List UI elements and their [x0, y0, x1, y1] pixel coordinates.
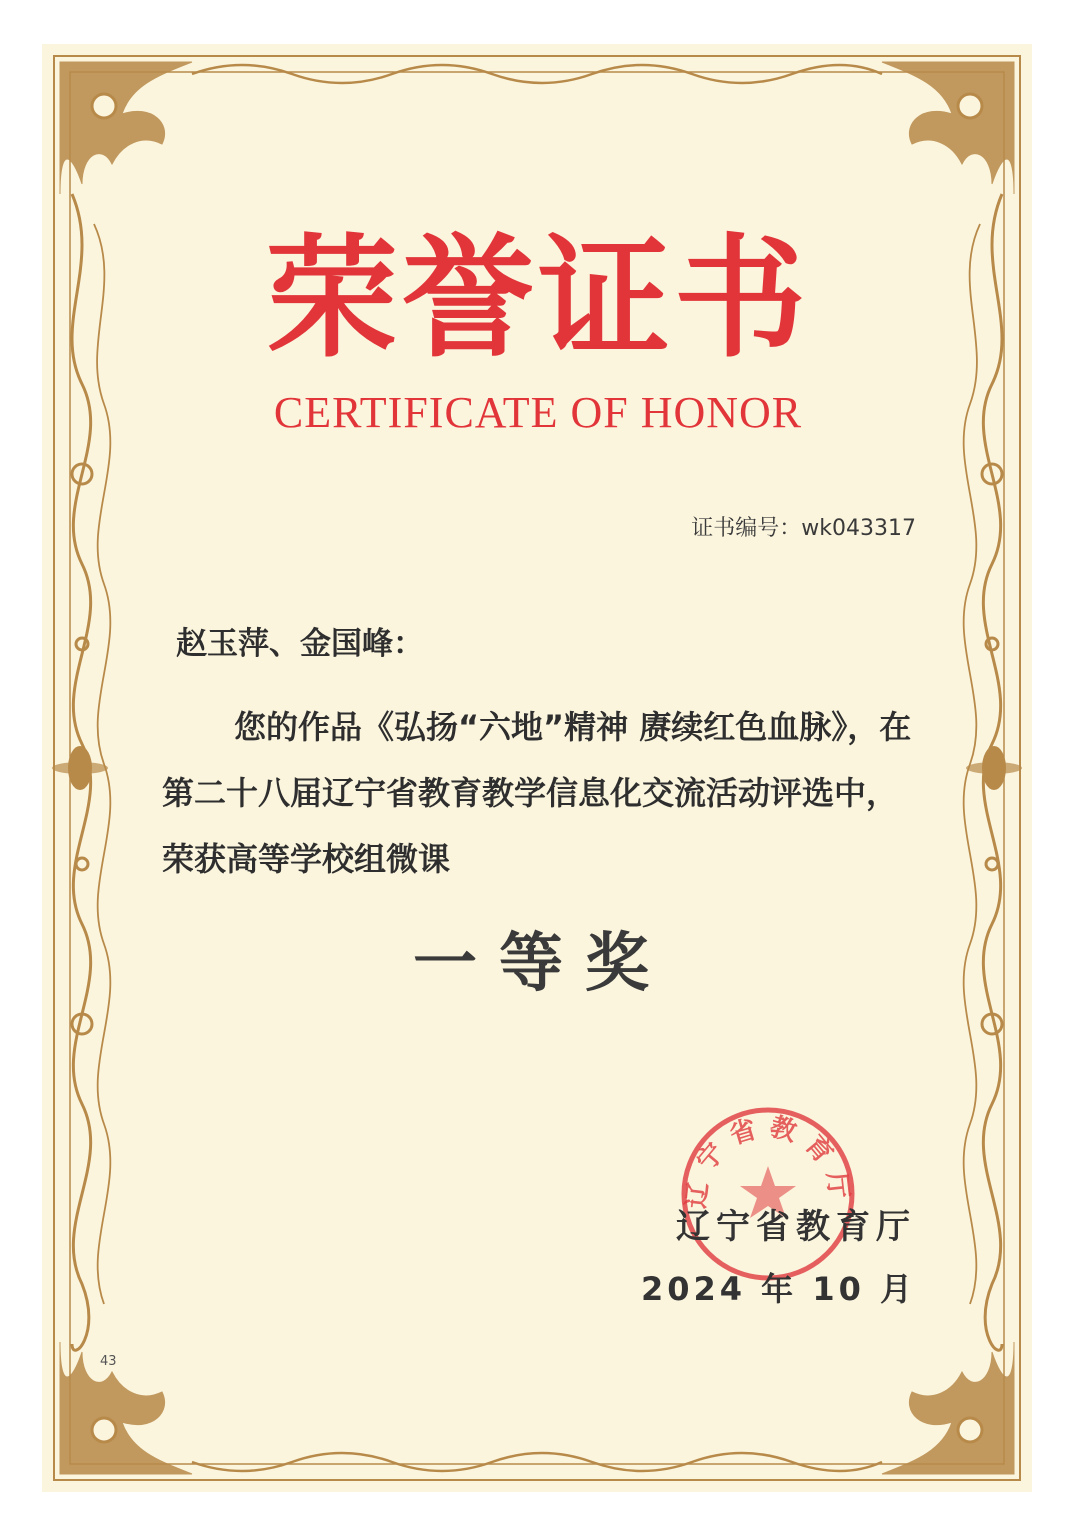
certificate-number: 证书编号：wk043317 [691, 516, 916, 541]
certificate-title-zh: 荣誉证书 [266, 221, 810, 376]
certificate-title-en: CERTIFICATE OF HONOR [273, 388, 803, 437]
seal-text: 辽宁省教育厅 [681, 1111, 855, 1211]
issue-date: 2024 年 10 月 [640, 1270, 916, 1308]
official-seal-stamp [678, 1104, 858, 1284]
award-description: 您的作品《弘扬“六地”精神 赓续红色血脉》，在第二十八届辽宁省教育教学信息化交流活动评选中，荣获高等学校组微课 [162, 708, 912, 878]
certificate-paper [42, 44, 1032, 1492]
recipient-names: 赵玉萍、金国峰： [176, 626, 424, 662]
issuing-authority: 辽宁省教育厅 [676, 1207, 916, 1247]
page-number: 43 [100, 1354, 117, 1369]
award-level: 一等奖 [413, 926, 671, 1001]
